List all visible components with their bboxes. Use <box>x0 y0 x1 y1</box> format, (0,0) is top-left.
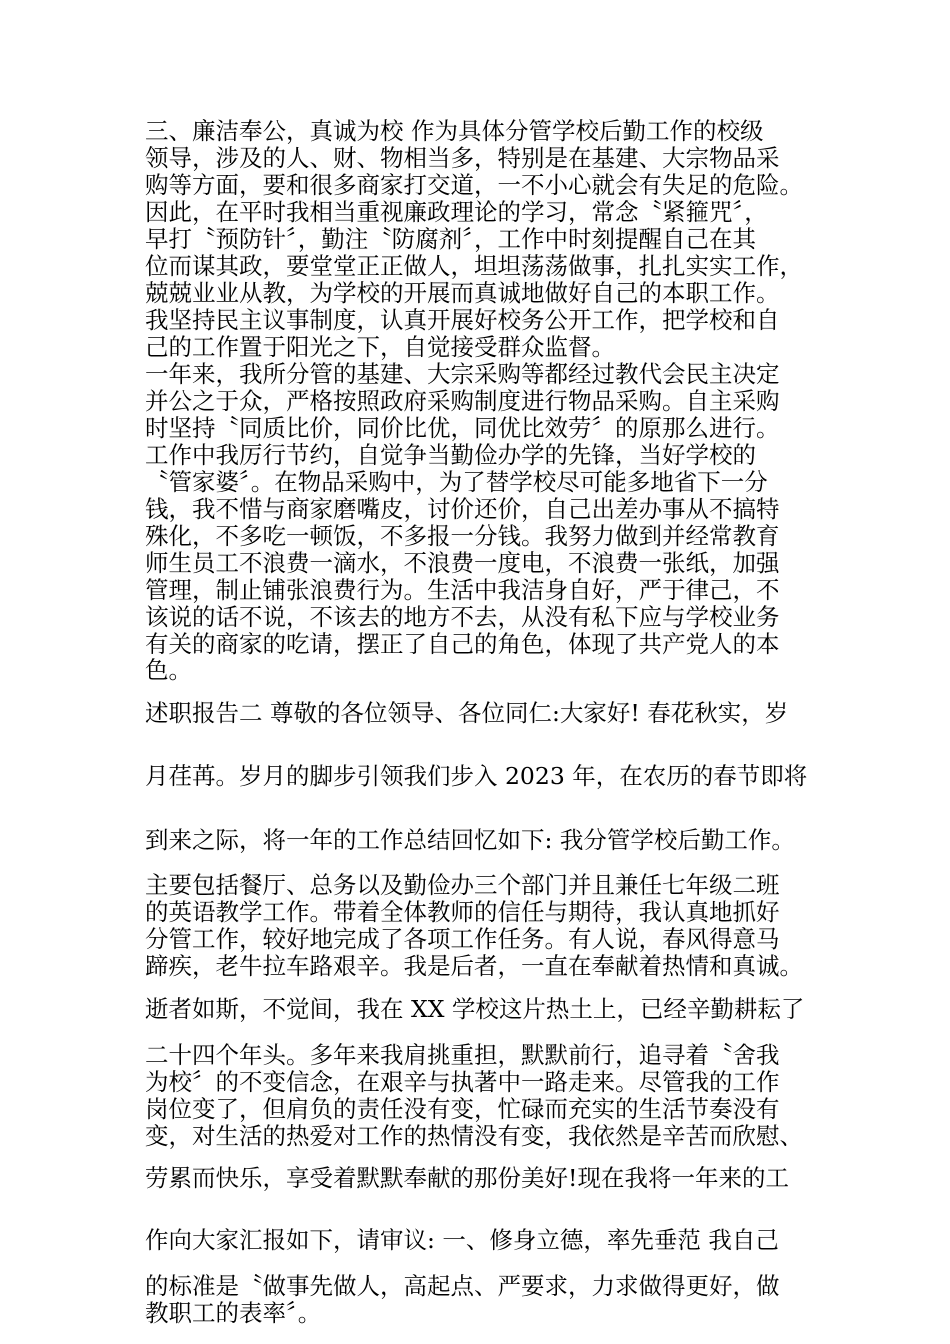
text-line: 钱，我不惜与商家磨嘴皮，讨价还价，自己出差办事从不搞特 <box>145 495 780 523</box>
text-line: 二十四个年头。多年来我肩挑重担，默默前行，追寻着〝舍我 <box>145 1041 780 1069</box>
text-line: 分管工作，较好地完成了各项工作任务。有人说，春风得意马 <box>145 925 780 953</box>
text-line: 变，对生活的热爱对工作的热情没有变，我依然是辛苦而欣慰、 <box>145 1122 803 1150</box>
text-line: 岗位变了，但肩负的责任没有变，忙碌而充实的生活节奏没有 <box>145 1095 780 1123</box>
text-line: 购等方面，要和很多商家打交道，一不小心就会有失足的危险。 <box>145 171 803 199</box>
text-line: 月荏苒。岁月的脚步引领我们步入 2023 年，在农历的春节即将 <box>145 762 808 790</box>
text-line: 为校〞的不变信念，在艰辛与执著中一路走来。尽管我的工作 <box>145 1068 780 1096</box>
text-line: 有关的商家的吃请，摆正了自己的角色，体现了共产党人的本 <box>145 630 780 658</box>
text-line: 师生员工不浪费一滴水，不浪费一度电，不浪费一张纸，加强 <box>145 549 780 577</box>
text-line: 工作中我厉行节约，自觉争当勤俭办学的先锋，当好学校的 <box>145 441 756 469</box>
text-line: 主要包括餐厅、总务以及勤俭办三个部门并且兼任七年级二班 <box>145 871 780 899</box>
text-line: 并公之于众，严格按照政府采购制度进行物品采购。自主采购 <box>145 387 780 415</box>
text-line: 我坚持民主议事制度，认真开展好校务公开工作，把学校和自 <box>145 306 780 334</box>
text-line: 三、廉洁奉公，真诚为校 作为具体分管学校后勤工作的校级 <box>145 117 764 145</box>
text-line: 的标准是〝做事先做人，高起点、严要求，力求做得更好，做 <box>145 1272 780 1300</box>
text-line: 因此，在平时我相当重视廉政理论的学习，常念〝紧箍咒〞， <box>145 198 768 226</box>
text-line: 领导，涉及的人、财、物相当多，特别是在基建、大宗物品采 <box>145 144 780 172</box>
text-line: 一年来，我所分管的基建、大宗采购等都经过教代会民主决定 <box>145 360 780 388</box>
text-line: 〝管家婆〞。在物品采购中，为了替学校尽可能多地省下一分 <box>145 468 768 496</box>
text-line: 蹄疾，老牛拉车路艰辛。我是后者，一直在奉献着热情和真诚。 <box>145 952 803 980</box>
text-line: 兢兢业业从教，为学校的开展而真诚地做好自己的本职工作。 <box>145 279 780 307</box>
text-line: 管理，制止铺张浪费行为。生活中我洁身自好，严于律己，不 <box>145 576 780 604</box>
text-line: 到来之际，将一年的工作总结回忆如下: 我分管学校后勤工作。 <box>145 826 795 854</box>
text-line: 位而谋其政，要堂堂正正做人，坦坦荡荡做事，扎扎实实工作， <box>145 252 803 280</box>
text-line: 己的工作置于阳光之下，自觉接受群众监督。 <box>145 333 615 361</box>
text-line: 色。 <box>145 656 192 684</box>
text-line: 早打〝预防针〞，勤注〝防腐剂〞，工作中时刻提醒自己在其 <box>145 225 756 253</box>
text-line: 作向大家汇报如下，请审议: 一、修身立德，率先垂范 我自己 <box>145 1226 779 1254</box>
text-line: 殊化，不多吃一顿饭，不多报一分钱。我努力做到并经常教育 <box>145 522 780 550</box>
text-line: 该说的话不说，不该去的地方不去，从没有私下应与学校业务 <box>145 603 780 631</box>
text-line: 时坚持〝同质比价，同价比优，同优比效劳〞的原那么进行。 <box>145 414 780 442</box>
text-line: 劳累而快乐，享受着默默奉献的那份美好!现在我将一年来的工 <box>145 1164 789 1192</box>
text-line: 的英语教学工作。带着全体教师的信任与期待，我认真地抓好 <box>145 898 780 926</box>
text-line: 述职报告二 尊敬的各位领导、各位同仁:大家好! 春花秋实，岁 <box>145 699 789 727</box>
text-line: 教职工的表率〞。 <box>145 1299 322 1327</box>
text-line: 逝者如斯，不觉间，我在 XX 学校这片热土上，已经辛勤耕耘了 <box>145 995 805 1023</box>
